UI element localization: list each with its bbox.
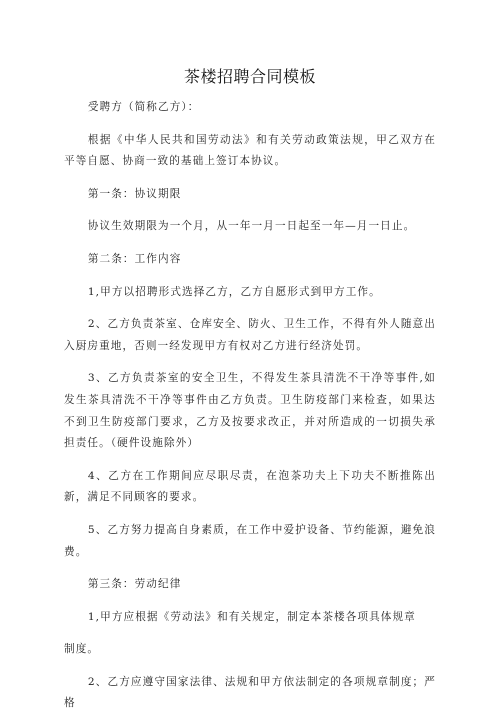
document-paragraph: 1,甲方以招聘形式选择乙方，乙方自愿形式到甲方工作。: [87, 285, 381, 298]
document-paragraph: 制度。: [64, 643, 100, 656]
document-paragraph: 3、乙方负责茶室的安全卫生，不得发生茶具清洗不干净等事件,如发生茶具清洗不干净等事件由乙方负责。卫生防疫部门来检查，如果达不到卫生防疫部门要求，乙方及按要求改正，并对所造成的一切损失承担责任。（硬件设施除外）: [64, 372, 436, 450]
document-paragraph: 2、乙方负责茶室、仓库安全、防火、卫生工作，不得有外人随意出入厨房重地，否则一经发现甲方有权对乙方进行经济处罚。: [64, 318, 436, 352]
document-paragraph: 1,甲方应根据《劳动法》和有关规定，制定本茶楼各项具体规章: [87, 610, 416, 623]
document-paragraph: 第三条：劳动纪律: [87, 578, 182, 591]
document-paragraph: 根据《中华人民共和国劳动法》和有关劳动政策法规，甲乙双方在平等自愿、协商一致的基础上签订本协议。: [64, 133, 436, 168]
document-paragraph: 协议生效期限为一个月，从一年一月一日起至一年—月一日止。: [87, 220, 416, 233]
document-paragraph: 第二条：工作内容: [87, 252, 182, 265]
document-title: 茶楼招聘合同模板: [183, 67, 316, 86]
document-paragraph: 受聘方（简称乙方）：: [87, 101, 200, 113]
document-paragraph: 4、乙方在工作期间应尽职尽责，在泡茶功夫上下功夫不断推陈出新，满足不同顾客的要求。: [64, 469, 436, 504]
document-body: [64, 97, 436, 726]
document-paragraph: 2、乙方应遵守国家法律、法规和甲方依法制定的各项规章制度；严格: [64, 675, 436, 710]
document-paragraph: 5、乙方努力提高自身素质，在工作中爱护设备、节约能源，避免浪费。: [64, 523, 436, 558]
document-paragraph: 第一条：协议期限: [87, 187, 182, 200]
